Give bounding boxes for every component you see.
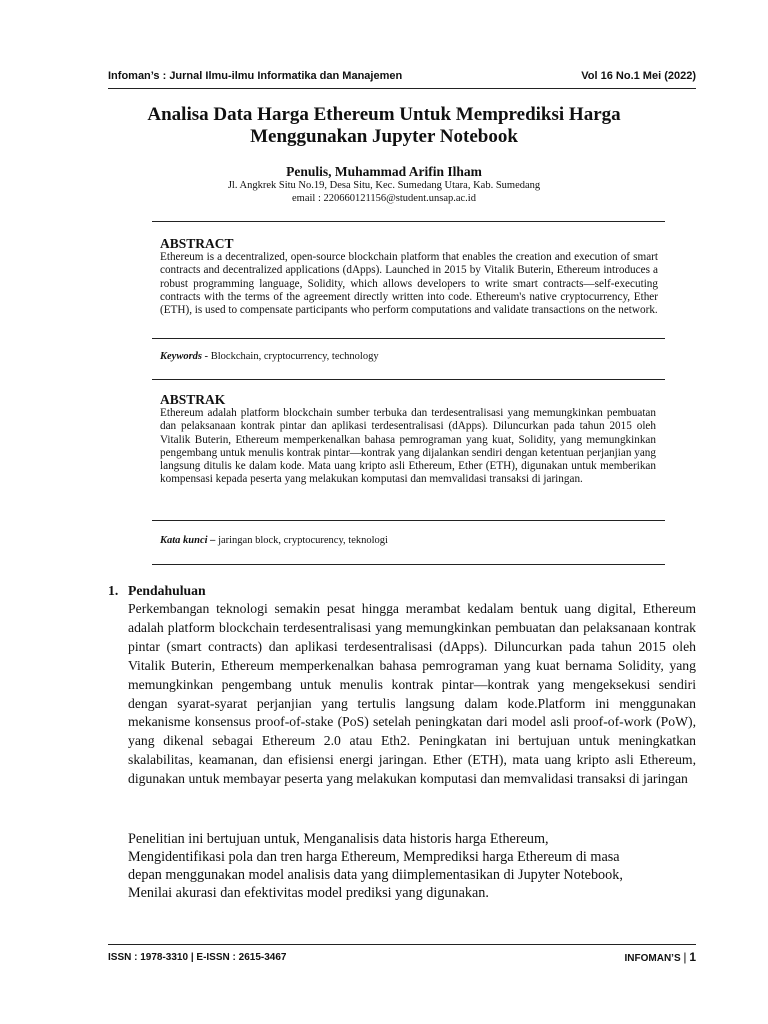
footer-brand: INFOMAN’S: [624, 953, 681, 964]
section-number: 1.: [108, 583, 119, 598]
intro-paragraph-1: Perkembangan teknologi semakin pesat hingga merambat kedalam bentuk uang digital, Ethereum adalah platform blockchain terdesentralisasi yang memungkinkan pembuatan dan pelaksanaan kontrak pintar (smart contracts) dan aplikasi terdesentralisasi (dApps). Diluncurkan pada tahun 2015 oleh Vitalik Buterin, Ethereum memperkenalkan bahasa pemrograman yang kuat bernama Solidity, yang memungkinkan pengembang untuk menulis kontrak pintar—kontrak yang mengeksekusi sendiri dengan syarat-syarat perjanjian yang tertulis langsung dalam kode.Platform ini menggunakan mekanisme konsensus proof-of-stake (PoS) setelah peningkatan dari model asli proof-of-work (PoW), yang dikenal sebagai Ethereum 2.0 atau Eth2. Peningkatan ini bertujuan untuk meningkatkan skalabilitas, keamanan, dan efisiensi energi jaringan. Ether (ETH), mata uang kripto asli Ethereum, digunakan untuk membayar peserta yang melakukan komputasi dan memvalidasi transaksi di jaringan: [128, 601, 696, 787]
intro-p2-line: depan menggunakan model analisis data yang diimplementasikan di Jupyter Notebook,: [128, 867, 623, 883]
abstrak-keywords: [160, 535, 388, 546]
footer-separator: |: [683, 950, 687, 964]
header-rule: [108, 88, 696, 89]
abstrak-mid-rule: [152, 520, 665, 521]
keywords-value: Blockchain, cryptocurrency, technology: [208, 351, 379, 362]
abstract-heading: ABSTRACT: [160, 236, 234, 251]
abstract-top-rule: [152, 221, 665, 222]
author-email: email : 220660121156@student.unsap.ac.id: [292, 193, 476, 204]
page-number: 1: [689, 950, 696, 964]
paper-title-line1: Analisa Data Harga Ethereum Untuk Memprediksi Harga: [147, 104, 621, 125]
intro-paragraph-2: [128, 830, 623, 902]
author-address: Jl. Angkrek Situ No.19, Desa Situ, Kec. Sumedang Utara, Kab. Sumedang: [227, 180, 541, 191]
footer-issn: ISSN : 1978-3310 | E-ISSN : 2615-3467: [108, 952, 287, 963]
abstract-text: Ethereum is a decentralized, open-source blockchain platform that enables the creation and execution of smart contracts and decentralized applications (dApps). Launched in 2015 by Vitalik Buterin, Ethereum introduces a robust programming language, Solidity, which allows developers to write smart contracts—self-executing contracts with the terms of the agreement directly written into code. Ethereum's native cryptocurrency, Ether (ETH), is used to compensate participants who perform computations and validate transactions on the network.: [160, 251, 658, 317]
abstract-mid-rule: [152, 338, 665, 339]
journal-name: Infoman’s : Jurnal Ilmu-ilmu Informatika dan Manajemen: [108, 70, 403, 82]
footer-page: [625, 950, 696, 964]
abstrak-bottom-rule: [152, 564, 665, 565]
abstract-keywords: [160, 351, 379, 362]
keywords-label: Keywords -: [160, 351, 209, 362]
journal-volume: Vol 16 No.1 Mei (2022): [581, 70, 696, 82]
kata-kunci-label: Kata kunci –: [160, 535, 216, 546]
abstrak-text: Ethereum adalah platform blockchain sumber terbuka dan terdesentralisasi yang memungkinkan pembuatan dan pelaksanaan kontrak pintar dan aplikasi terdesentralisasi (dApps). Diluncurkan pada tahun 2015 oleh Vitalik Buterin, Ethereum memperkenalkan bahasa pemrograman yang kuat, Solidity, yang memungkinkan pengembang untuk menulis kontrak pintar—kontrak yang dijalankan sendiri dengan ketentuan perjanjian yang langsung ditulis ke dalam kode. Mata uang kripto asli Ethereum, Ether (ETH), digunakan untuk memberikan kompensasi kepada peserta yang melakukan komputasi dan memvalidasi transaksi di jaringan.: [160, 407, 656, 486]
section-title: Pendahuluan: [128, 583, 206, 598]
paper-title-line2: Menggunakan Jupyter Notebook: [250, 126, 518, 147]
intro-p2-line: Menilai akurasi dan efektivitas model prediksi yang digunakan.: [128, 885, 489, 901]
kata-kunci-value: jaringan block, cryptocurency, teknologi: [215, 535, 388, 546]
intro-p2-line: Mengidentifikasi pola dan tren harga Ethereum, Memprediksi harga Ethereum di masa: [128, 849, 620, 865]
author-name: Penulis, Muhammad Arifin Ilham: [286, 164, 482, 179]
abstrak-heading: ABSTRAK: [160, 392, 226, 407]
footer-rule: [108, 944, 696, 945]
intro-p2-line: Penelitian ini bertujuan untuk, Menganalisis data historis harga Ethereum,: [128, 831, 549, 847]
abstract-bottom-rule: [152, 379, 665, 380]
